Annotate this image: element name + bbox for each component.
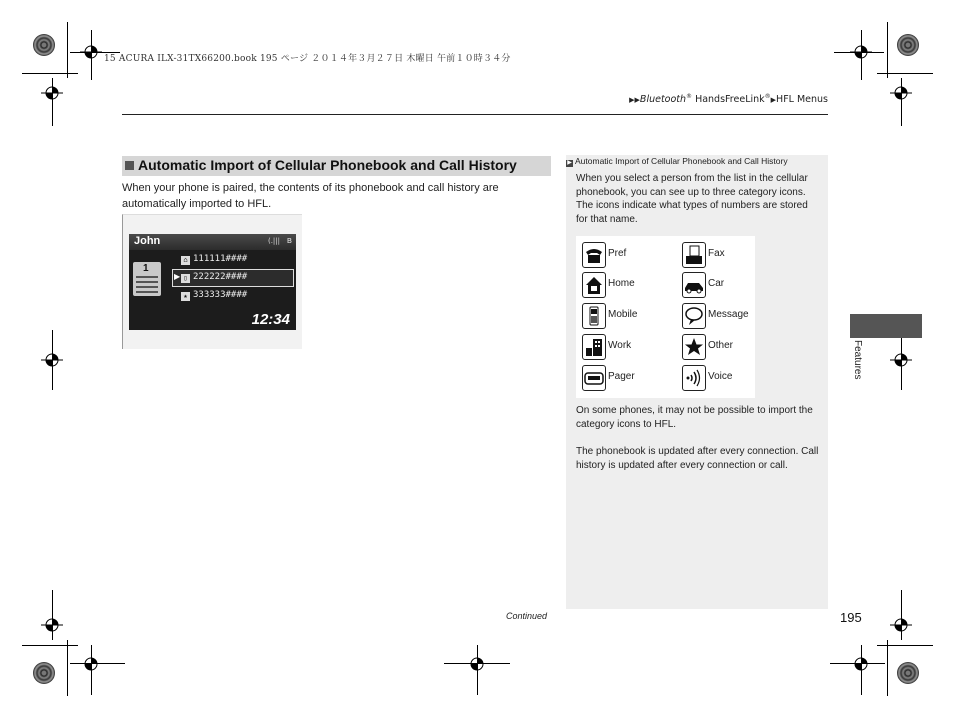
display-header [129,234,296,250]
breadcrumb-arrow-icon: ▶▶ [629,96,640,105]
chapter-tab-label: Features [852,340,863,380]
icon-entry-work [576,332,666,360]
icon-entry-pager [576,363,666,391]
phone-number: 222222#### [193,272,248,282]
sidebar-note [566,155,828,609]
phone-number: 111111#### [193,254,248,264]
display-screen [129,234,296,330]
icon-entry-other [676,332,755,360]
display-screenshot [122,214,302,349]
sidebar-title [566,156,788,167]
mobile-icon [582,303,606,329]
category-icon-table [576,236,755,398]
corner-dial-bottom-left [33,662,55,684]
car-icon [682,272,706,298]
icon-label: Fax [708,248,725,259]
icon-label: Car [708,278,725,289]
icon-label: Pager [608,371,635,382]
number-row[interactable] [181,290,247,304]
section-body: When your phone is paired, the contents of its phonebook and call history are automatically imported to HFL. [122,182,499,210]
continued-label: Continued [506,611,548,621]
registered-mark: ® [686,93,693,100]
breadcrumb-handsfreelink: HandsFreeLink [692,94,765,106]
icon-entry-fax [676,240,755,268]
icon-label: Voice [708,371,733,382]
reference-arrow-icon: ▶ [567,160,572,166]
chapter-tab[interactable] [850,314,922,338]
section-square-icon [125,161,134,170]
registered-mark: ® [764,93,771,100]
corner-dial-top-right [897,34,919,56]
icon-label: Work [608,340,632,351]
pref-phone-icon [582,242,606,268]
sidebar-paragraph: The phonebook is updated after every connection. Call history is updated after every connection or call. [576,446,819,471]
print-header: 15 ACURA ILX-31TX66200.book 195 ページ ２０１４年３月２７日 木曜日 午前１０時３４分 [104,54,511,64]
icon-label: Home [608,278,635,289]
selection-arrow-icon: ▶ [174,272,181,281]
corner-dial-top-left [33,34,55,56]
phonebook-icon [133,262,161,296]
breadcrumb [629,93,828,105]
breadcrumb-bluetooth: Bluetooth [639,94,687,106]
home-icon [582,272,606,298]
signal-icon: (.||| [267,237,280,245]
phone-number: 333333#### [193,290,248,300]
fax-icon [682,242,706,268]
icon-entry-voice [676,363,755,391]
header-rule [122,114,828,115]
icon-label: Other [708,340,734,351]
section-title: Automatic Import of Cellular Phonebook and Call History [138,157,517,173]
bluetooth-icon: ʙ [286,236,292,246]
sidebar-title-text: Automatic Import of Cellular Phonebook and Call History [575,156,788,166]
sidebar-paragraph: When you select a person from the list in the cellular phonebook, you can see up to three category icons. The icons indicate what types of numbers are stored for that name. [576,173,808,225]
page-number: 195 [840,610,862,625]
number-row[interactable] [181,272,247,286]
breadcrumb-arrow-icon: ▶ [770,96,777,105]
star-icon [682,334,706,360]
icon-entry-message [676,301,755,329]
contact-name: John [134,235,161,247]
icon-entry-car [676,270,755,298]
corner-dial-bottom-right [897,662,919,684]
icon-entry-home [576,270,666,298]
sidebar-paragraph: On some phones, it may not be possible to import the category icons to HFL. [576,405,813,430]
star-icon: ★ [181,292,190,301]
icon-label: Mobile [608,309,638,320]
icon-entry-mobile [576,301,666,329]
voice-icon [682,365,706,391]
message-icon [682,303,706,329]
home-icon: ⌂ [181,256,190,265]
mobile-icon: ▯ [181,274,190,283]
icon-label: Message [708,309,749,320]
breadcrumb-hfl-menus: HFL Menus [776,94,828,106]
clock: 12:34 [251,311,290,328]
icon-entry-pref [576,240,666,268]
pager-icon [582,365,606,391]
phonebook-number: 1 [143,263,149,274]
work-icon [582,334,606,360]
section-heading [122,156,551,176]
icon-label: Pref [608,248,627,259]
number-row[interactable] [181,254,247,268]
